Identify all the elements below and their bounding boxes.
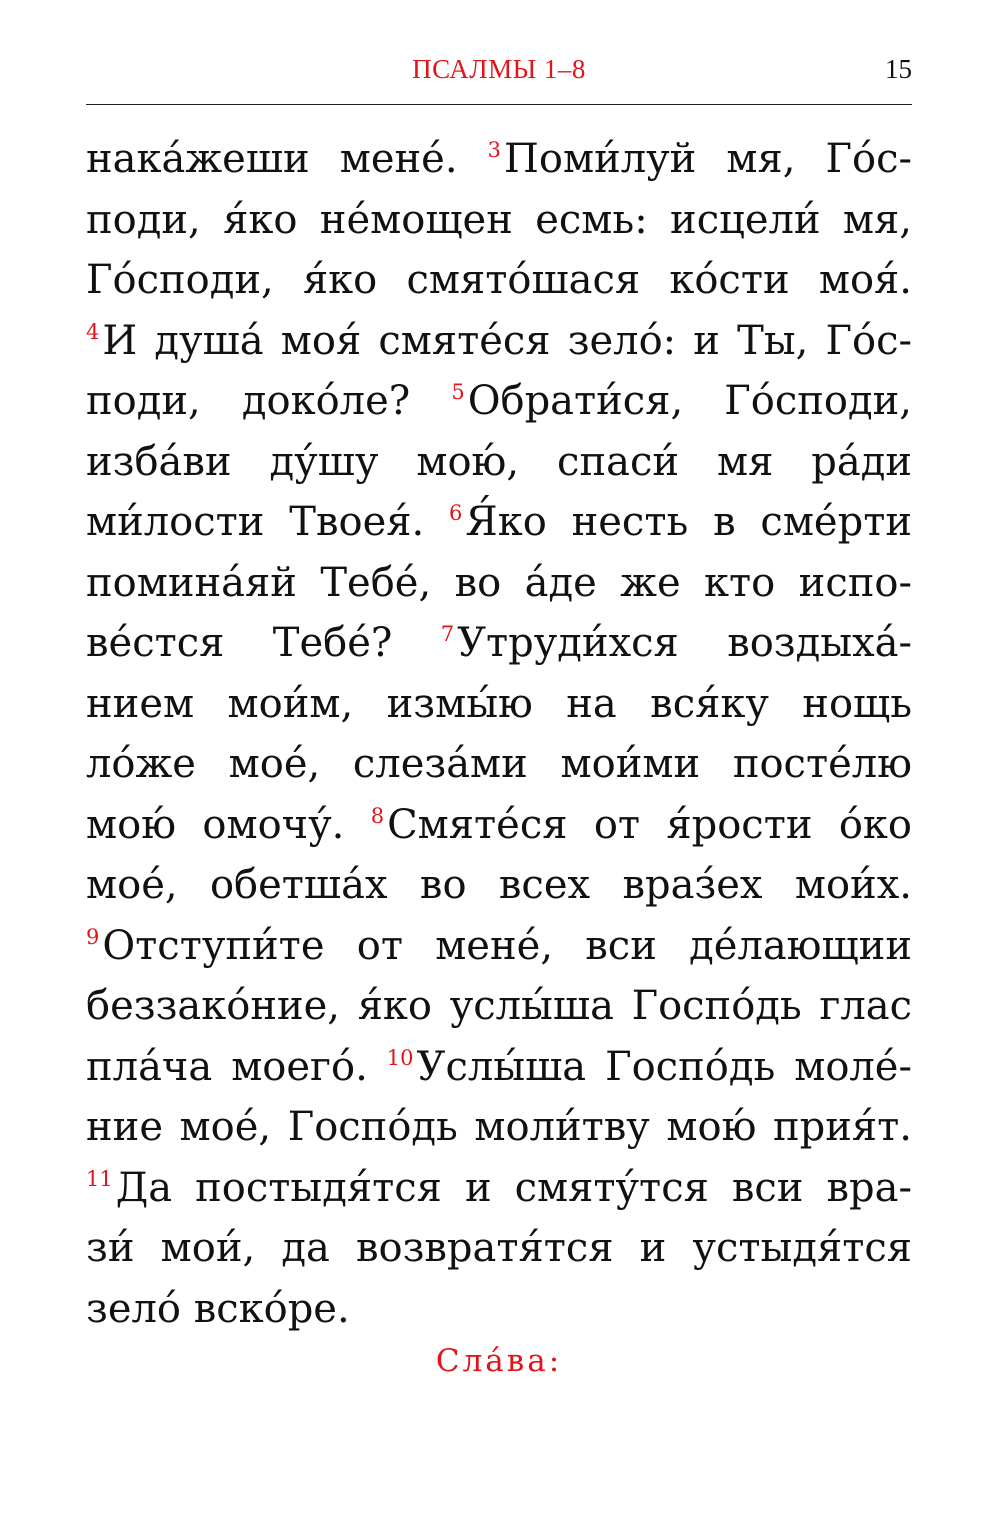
text-line xyxy=(86,674,912,735)
text-run: беззако́ние, я́ко услы́ша Госпо́дь глас xyxy=(86,983,912,1029)
verse-number: 7 xyxy=(440,622,455,646)
verse-number: 4 xyxy=(86,319,100,344)
text-run: мое́, обетша́х во всех враз́ех мои́х. xyxy=(86,862,912,908)
text-run: нака́жеши мене́. xyxy=(86,136,488,182)
text-run: мою́ омочу́. xyxy=(86,801,371,848)
text-run: нием мои́м, измы́ю на вся́ку нощь xyxy=(86,680,912,727)
text-line xyxy=(86,311,912,372)
text-run: Услы́ша Госпо́дь моле́- xyxy=(416,1043,912,1090)
text-line xyxy=(86,613,912,674)
text-run: Го́споди, я́ко смято́шася ко́сти моя́. xyxy=(86,257,912,303)
text-line xyxy=(86,1097,912,1158)
page-header xyxy=(86,48,912,100)
text-line xyxy=(86,1279,912,1340)
text-line xyxy=(86,1158,912,1219)
text-line xyxy=(86,1218,912,1279)
page-number: 15 xyxy=(885,54,912,84)
text-run: ми́лости Твоея́. xyxy=(86,499,450,545)
text-run: Обрати́ся, Го́споди, xyxy=(467,378,912,424)
text-run: зело́ вско́ре. xyxy=(86,1285,350,1332)
text-line xyxy=(86,553,912,614)
running-head: ПСАЛМЫ 1–8 xyxy=(412,54,586,84)
text-line xyxy=(86,371,912,432)
text-run: поди, доко́ле? xyxy=(86,378,452,424)
text-line xyxy=(86,492,912,553)
text-line xyxy=(86,1037,912,1098)
text-line xyxy=(86,432,912,493)
text-run: пла́ча моего́. xyxy=(86,1043,387,1090)
text-run: Утруди́хся воздыха́- xyxy=(457,620,913,666)
verse-number: 5 xyxy=(451,380,465,404)
text-line xyxy=(86,190,912,251)
verse-number: 10 xyxy=(386,1045,414,1070)
text-line xyxy=(86,250,912,311)
rubric-glory: Сла́ва: xyxy=(435,1343,563,1379)
verse-number: 8 xyxy=(370,803,385,828)
text-run: ло́же мое́, слеза́ми мои́ми посте́лю xyxy=(86,741,912,787)
text-line xyxy=(86,129,912,190)
text-run: поди, я́ко не́мощен есмь: исцели́ мя, xyxy=(86,196,912,243)
text-run: Смяте́ся от я́рости о́ко xyxy=(387,801,913,848)
text-line xyxy=(86,734,912,795)
text-line xyxy=(86,795,912,856)
text-line xyxy=(86,855,912,916)
text-line xyxy=(86,916,912,977)
text-run: И душа́ моя́ смяте́ся зело́: и Ты, Го́с- xyxy=(102,317,912,364)
verse-number: 9 xyxy=(86,924,100,949)
header-rule xyxy=(86,104,912,105)
text-run: зи́ мои́, да возвратя́тся и устыдя́тся xyxy=(86,1225,912,1271)
text-line xyxy=(86,976,912,1037)
text-run: Поми́луй мя, Го́с- xyxy=(504,136,912,182)
text-run: изба́ви ду́шу мою́, спаси́ мя ра́ди xyxy=(86,438,912,485)
verse-number: 3 xyxy=(487,138,501,162)
text-run: Отступи́те от мене́, вси де́лающии xyxy=(102,922,912,969)
verse-number: 6 xyxy=(449,501,463,525)
text-run: ве́стся Тебе́? xyxy=(86,620,441,666)
text-run: ние мое́, Госпо́дь моли́тву мою́ прия́т. xyxy=(86,1104,912,1150)
psalm-text xyxy=(86,129,912,1339)
verse-number: 11 xyxy=(86,1166,113,1191)
text-run: помина́яй Тебе́, во а́де же кто испо- xyxy=(86,559,912,606)
text-run: Да постыдя́тся и смяту́тся вси вра- xyxy=(115,1164,912,1211)
text-run: Я́ко несть в сме́рти xyxy=(465,499,912,545)
